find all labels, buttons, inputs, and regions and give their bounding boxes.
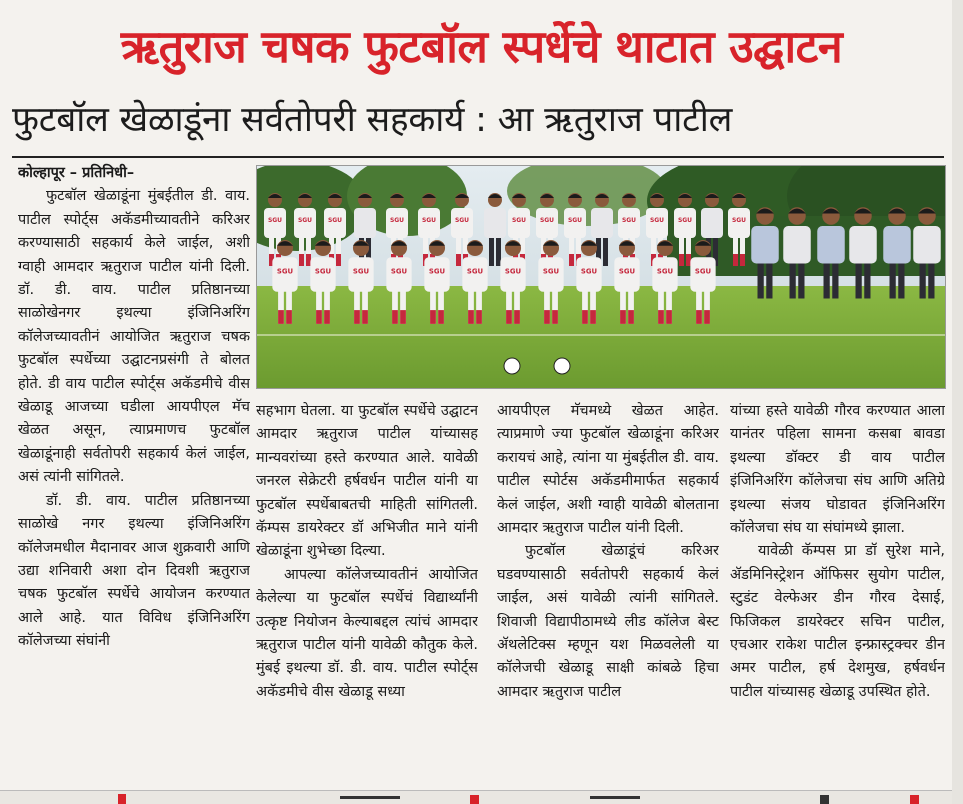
jersey-logo-text: SGU: [580, 267, 598, 276]
jersey-logo-text: SGU: [618, 267, 636, 276]
jersey-logo-text: SGU: [390, 267, 408, 276]
paragraph: आयपीएल मॅचमध्ये खेळत आहेत. त्याप्रमाणे ज्या फुटबॉल खेळाडूंना करिअर करायचं आहे, त्यांना या मुंबईतील डी. वाय. पाटील स्पोर्टस अकॅडमीमार्फत सहकार्य केलं जाईल, अशी ग्वाही यावेळी बोलताना आमदार ऋतुराज पाटील यांनी दिली.: [497, 403, 719, 537]
jersey-logo-text: SGU: [731, 217, 747, 224]
headline: ऋतुराज चषक फुटबॉल स्पर्धेचे थाटात उद्घाटन: [120, 20, 843, 73]
jersey-logo-text: SGU: [656, 267, 674, 276]
jersey-logo-text: SGU: [352, 267, 370, 276]
team-photo-illustration: [257, 166, 946, 389]
article-column-3: [497, 400, 719, 785]
paragraph: यांच्या हस्ते यावेळी गौरव करण्यात आला यानंतर पहिला सामना कसबा बावडा इथल्या डॉक्टर डी वाय पाटील इंजिनिअरिंग कॉलेजचा संघ आणि अतिग्रे इथल्या संजय घोडावत इंजिनिअरिंग कॉलेजचा संघ या संघांमध्ये झाला.: [730, 403, 945, 537]
jersey-logo-text: SGU: [542, 267, 560, 276]
pitch-line: [257, 334, 946, 336]
page-edge: [952, 0, 963, 804]
jersey-logo-text: SGU: [677, 217, 693, 224]
jersey-logo-text: SGU: [428, 267, 446, 276]
team-photo: [256, 165, 946, 389]
jersey-logo-text: SGU: [297, 217, 313, 224]
jersey-logo-text: SGU: [421, 217, 437, 224]
grass: [257, 286, 946, 389]
jersey-logo-text: SGU: [567, 217, 583, 224]
headline-rule: [12, 156, 944, 158]
football: [504, 358, 520, 374]
jersey-logo-text: SGU: [276, 267, 294, 276]
article-column-2: [256, 400, 478, 785]
jersey-logo-text: SGU: [327, 217, 343, 224]
jersey-logo-text: SGU: [511, 217, 527, 224]
jersey-logo-text: SGU: [389, 217, 405, 224]
paragraph: डॉ. डी. वाय. पाटील प्रतिष्ठानच्या साळोखे नगर इथल्या इंजिनिअरिंग कॉलेजमधील मैदानावर आज शुक्रवारी आणि उद्या शनिवारी अशा दोन दिवशी ऋतुराज चषक फुटबॉल स्पर्धेचे आयोजन करण्यात आले आहे. यात विविध इंजिनिअरिंग कॉलेजच्या संघांनी: [18, 492, 250, 650]
jersey-logo-text: SGU: [454, 217, 470, 224]
article-column-1: [18, 162, 250, 782]
jersey-logo-text: SGU: [267, 217, 283, 224]
jersey-logo-text: SGU: [504, 267, 522, 276]
jersey-logo-text: SGU: [466, 267, 484, 276]
paragraph: सहभाग घेतला. या फुटबॉल स्पर्धेचे उद्घाटन आमदार ऋतुराज पाटील यांच्यासह मान्यवरांच्या हस्ते करण्यात आले. यावेळी जनरल सेक्रेटरी हर्षवर्धन पाटील यांनी या फुटबॉल स्पर्धेबाबतची माहिती सांगितली. कॅम्पस डायरेक्टर डॉ अभिजीत माने यांनी खेळाडूंना शुभेच्छा दिल्या.: [256, 403, 478, 560]
paragraph: आपल्या कॉलेजच्यावतीनं आयोजित केलेल्या या फुटबॉल स्पर्धेचं विद्यार्थ्यांनी उत्कृष्ट नियोजन केल्याबद्दल त्यांचं आमदार ऋतुराज पाटील यांनी यावेळी कौतुक केले. मुंबई इथल्या डॉ. डी. वाय. पाटील स्पोर्ट्स अकॅडमीचे वीस खेळाडू सध्या: [256, 566, 478, 700]
jersey-logo-text: SGU: [539, 217, 555, 224]
paragraph: यावेळी कॅम्पस प्रा डॉ सुरेश माने, ॲडमिनिस्ट्रेशन ऑफिसर सुयोग पाटील, स्टुडंट वेल्फेअर डीन गौरव देसाई, फिजिकल डायरेक्टर सचिन पाटील, एचआर राकेश पाटील इन्फ्रास्ट्रक्चर डीन अमर पाटील, हर्ष देशमुख, हर्षवर्धन पाटील यांच्यासह खेळाडू उपस्थित होते.: [730, 543, 945, 700]
clipped-headline-fragments: [0, 792, 963, 804]
paragraph: फुटबॉल खेळाडूंना मुंबईतील डी. वाय. पाटील स्पोर्ट्स अकॅडमीच्यावतीने करिअर करण्यासाठी सहकार्य केले जाईल, अशी ग्वाही आमदार ऋतुराज पाटील यांनी दिली. डॉ. डी. वाय. पाटील प्रतिष्ठानच्या साळोखेनगर इथल्या इंजिनिअरिंग कॉलेजच्यावतीनं आयोजित ऋतुराज चषक फुटबॉल स्पर्धेच्या उद्घाटनप्रसंगी ते बोलत होते. डी वाय पाटील स्पोर्ट्स अकॅडमीचे वीस खेळाडू आजच्या घडीला आयपीएल मॅच खेळत असून, त्याप्रमाणच फुटबॉल खेळाडूंनाही सर्वतोपरी सहकार्य केलं जाईल, असं त्यांनी सांगितले.: [18, 188, 250, 486]
paragraph: फुटबॉल खेळाडूंचं करिअर घडवण्यासाठी सर्वतोपरी सहकार्य केलं जाईल, असं यावेळी त्यांनी सांगितले. शिवाजी विद्यापीठामध्ये लीड कॉलेज बेस्ट ॲथलेटिक्स म्हणून यश मिळवलेली या कॉलेजची खेळाडू साक्षी कांबळे हिचा आमदार ऋतुराज पाटील: [497, 543, 719, 700]
jersey-logo-text: SGU: [649, 217, 665, 224]
jersey-logo-text: SGU: [314, 267, 332, 276]
football: [554, 358, 570, 374]
dateline: कोल्हापूर – प्रतिनिधी–: [18, 165, 135, 181]
jersey-logo-text: SGU: [621, 217, 637, 224]
subheadline: फुटबॉल खेळाडूंना सर्वतोपरी सहकार्य : आ ऋतुराज पाटील: [12, 100, 733, 140]
jersey-logo-text: SGU: [694, 267, 712, 276]
article-column-4: [730, 400, 945, 785]
